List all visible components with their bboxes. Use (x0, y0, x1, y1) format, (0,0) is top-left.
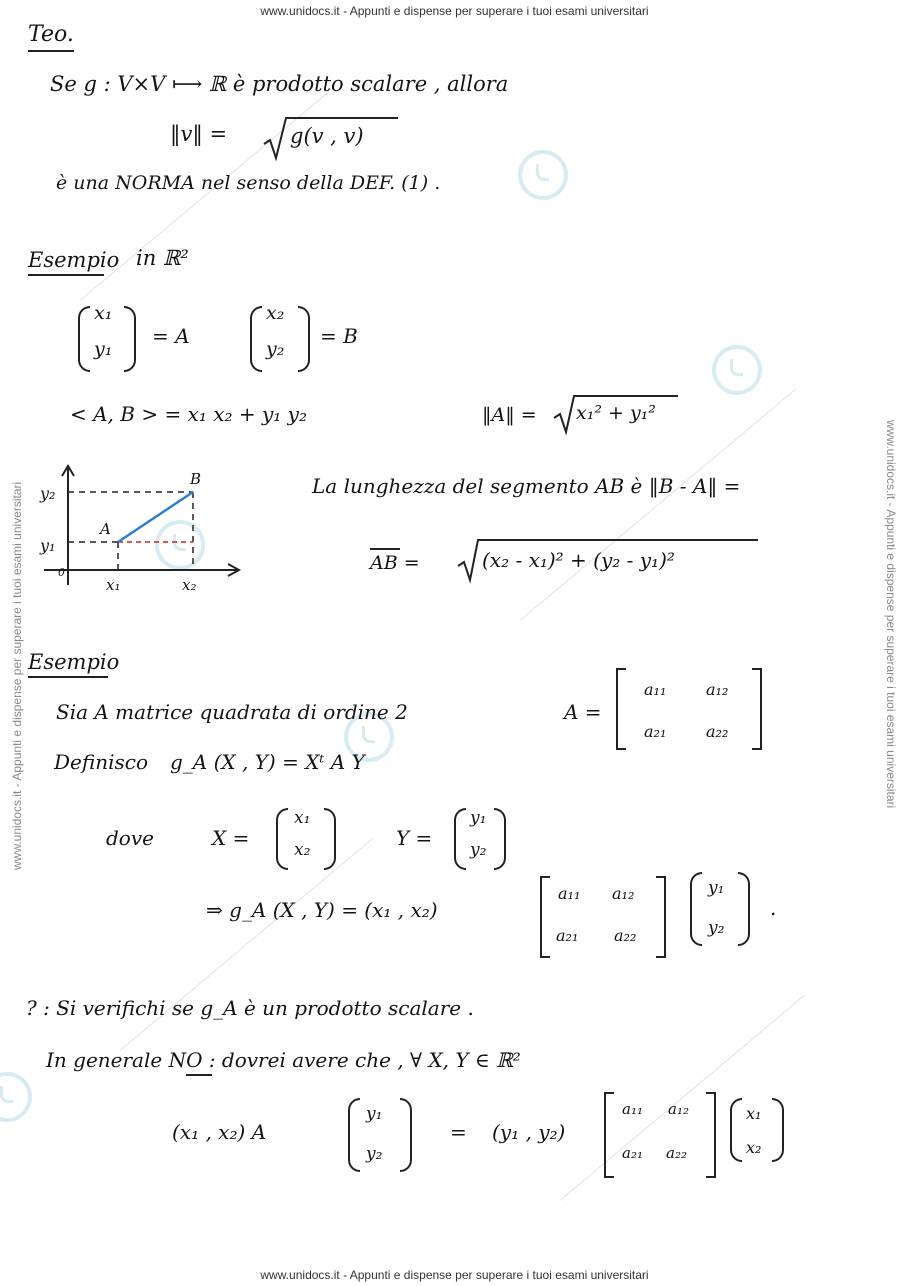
lhs-vector-right-paren (400, 1098, 412, 1172)
matrix-M-entry: a₁₁ (558, 884, 581, 903)
dove-label: dove (106, 826, 154, 850)
segment-AB-lhs: AB = (370, 552, 420, 574)
norm-definition-lhs: ‖v‖ = (170, 122, 228, 146)
lhs-vector-left-paren (348, 1098, 360, 1172)
norm-definition-rhs: g(v , v) (290, 124, 364, 148)
example-2-heading-underline (28, 676, 108, 678)
vector-Y-bottom: y₂ (470, 840, 487, 860)
unidocs-logo-icon (712, 345, 762, 395)
graph-label-A: A (100, 520, 111, 538)
matrix-R-right-bracket (706, 1092, 716, 1178)
inner-product-formula: < A, B > = x₁ x₂ + y₁ y₂ (70, 402, 307, 426)
matrix-A-right-bracket (752, 668, 762, 750)
lhs-vector-bottom: y₂ (366, 1144, 383, 1164)
matrix-A-entry: a₂₁ (644, 722, 667, 741)
vector-B-left-paren (250, 306, 262, 372)
norm-A-lhs: ‖A‖ = (482, 404, 537, 426)
matrix-M-entry: a₂₂ (614, 926, 637, 945)
equality-lhs: (x₁ , x₂) A (172, 1120, 267, 1144)
theorem-line-3: è una NORMA nel senso della DEF. (1) . (56, 172, 441, 194)
graph-label-y1: y₁ (40, 536, 56, 555)
vector-Y-right-paren (494, 808, 506, 870)
implies-expression: ⇒ g_A (X , Y) = (x₁ , x₂) (206, 898, 438, 922)
matrix-R-entry: a₁₂ (668, 1100, 689, 1118)
segment-AB-overline (370, 548, 400, 550)
vector-X-left-paren (276, 808, 288, 870)
norm-A-rhs: x₁² + y₁² (576, 402, 656, 424)
graph-label-y2: y₂ (40, 484, 56, 503)
matrix-A-entry: a₂₂ (706, 722, 729, 741)
watermark-side-right: www.unidocs.it - Appunti e dispense per superare i tuoi esami universitari (884, 420, 898, 809)
graph-label-x2: x₂ (182, 576, 197, 594)
graph-label-x1: x₁ (106, 576, 121, 594)
vector-Y-label: Y = (396, 826, 433, 850)
end-dot: . (770, 896, 777, 920)
vector-B-right-paren (298, 306, 310, 372)
vector-B-equals: = B (320, 324, 358, 348)
vector-B-bottom: y₂ (266, 338, 285, 360)
vector-y-right-paren (738, 872, 750, 946)
vector-B-top: x₂ (266, 302, 285, 324)
example-2-line-1: Sia A matrice quadrata di ordine 2 (56, 700, 408, 724)
definition-label: Definisco (54, 750, 148, 774)
rhs-vector-left-paren (730, 1098, 742, 1162)
definition-expression: g_A (X , Y) = Xᵗ A Y (170, 750, 365, 774)
matrix-R-entry: a₂₂ (666, 1144, 687, 1162)
vector-X-label: X = (212, 826, 250, 850)
matrix-M-right-bracket (656, 876, 666, 958)
vector-y-top: y₁ (708, 878, 725, 898)
theorem-heading-underline (28, 50, 74, 52)
matrix-M-left-bracket (540, 876, 550, 958)
vector-A-top: x₁ (94, 302, 113, 324)
vector-y-bottom: y₂ (708, 918, 725, 938)
matrix-R-entry: a₁₁ (622, 1100, 643, 1118)
watermark-line (560, 994, 806, 1200)
matrix-A-entry: a₁₁ (644, 680, 667, 699)
no-underline (186, 1074, 212, 1076)
question-line-1: ? : Si verifichi se g_A è un prodotto scalare . (26, 996, 474, 1020)
graph-label-B: B (190, 470, 202, 488)
segment-AB-rhs: (x₂ - x₁)² + (y₂ - y₁)² (482, 548, 675, 572)
matrix-R-entry: a₂₁ (622, 1144, 643, 1162)
vector-X-right-paren (324, 808, 336, 870)
question-line-2: In generale NO : dovrei avere che , ∀ X, Y ∈ ℝ² (46, 1048, 521, 1072)
matrix-A-left-bracket (616, 668, 626, 750)
watermark-header[interactable]: www.unidocs.it - Appunti e dispense per superare i tuoi esami universitari (260, 4, 649, 18)
example-1-space: in ℝ² (136, 246, 189, 270)
matrix-R-left-bracket (604, 1092, 614, 1178)
watermark-footer[interactable]: www.unidocs.it - Appunti e dispense per superare i tuoi esami universitari (260, 1268, 649, 1282)
rhs-vector-right-paren (772, 1098, 784, 1162)
matrix-M-entry: a₂₁ (556, 926, 579, 945)
matrix-A-label: A = (564, 700, 602, 724)
unidocs-logo-icon (518, 150, 568, 200)
theorem-line-1: Se g : V×V ⟼ ℝ è prodotto scalare , allora (50, 72, 509, 96)
matrix-A-entry: a₁₂ (706, 680, 729, 699)
graph-label-origin: 0 (58, 566, 65, 579)
watermark-side-left: www.unidocs.it - Appunti e dispense per superare i tuoi esami universitari (10, 481, 24, 870)
lhs-vector-top: y₁ (366, 1104, 383, 1124)
vector-Y-top: y₁ (470, 808, 487, 828)
vector-Y-left-paren (454, 808, 466, 870)
example-2-heading: Esempio (28, 650, 120, 674)
rhs-vector-top: x₁ (746, 1104, 762, 1123)
vector-A-bottom: y₁ (94, 338, 113, 360)
unidocs-logo-icon (0, 1072, 32, 1122)
vector-A-equals: = A (152, 324, 190, 348)
example-1-heading: Esempio (28, 248, 120, 272)
vector-y-left-paren (690, 872, 702, 946)
graph-segment-AB (118, 492, 193, 542)
example-1-heading-underline (28, 274, 104, 276)
rhs-vector-bottom: x₂ (746, 1138, 762, 1157)
theorem-heading: Teo. (28, 22, 74, 47)
equality-sign: = (450, 1120, 467, 1144)
vector-X-top: x₁ (294, 808, 311, 828)
vector-A-left-paren (78, 306, 90, 372)
equality-rhs: (y₁ , y₂) (492, 1120, 566, 1144)
vector-X-bottom: x₂ (294, 840, 311, 860)
matrix-M-entry: a₁₂ (612, 884, 635, 903)
segment-length-text: La lunghezza del segmento AB è ‖B - A‖ = (312, 474, 741, 498)
vector-A-right-paren (124, 306, 136, 372)
